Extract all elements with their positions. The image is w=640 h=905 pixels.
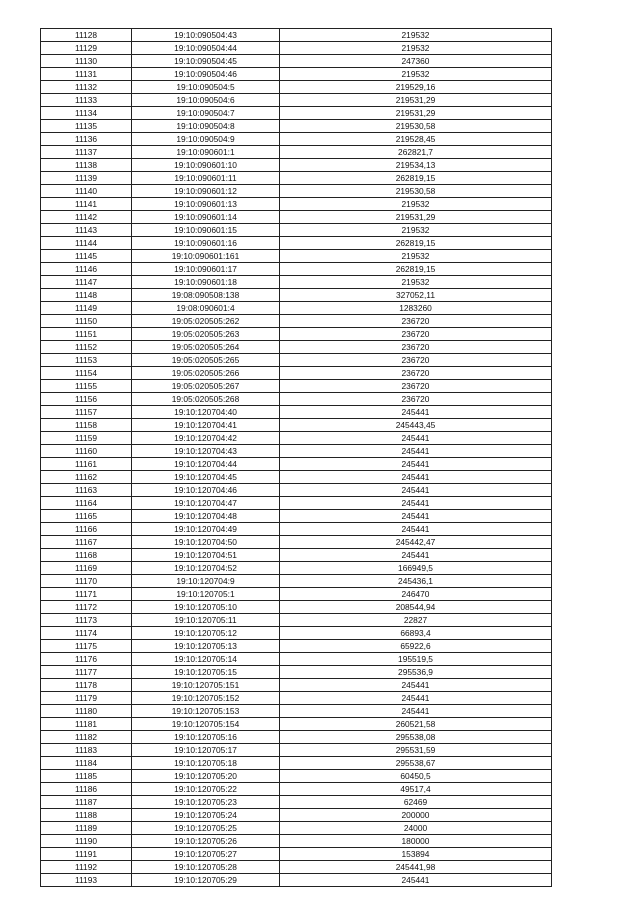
- table-row: [41, 276, 552, 289]
- row-number-cell: 11162: [41, 471, 132, 484]
- cadastral-number-cell: 19:10:090504:43: [132, 29, 280, 42]
- row-number-cell: 11136: [41, 133, 132, 146]
- row-number-cell: 11144: [41, 237, 132, 250]
- cadastral-number-cell: 19:10:120704:47: [132, 497, 280, 510]
- table-row: [41, 224, 552, 237]
- value-cell: 236720: [280, 341, 552, 354]
- table-row: [41, 250, 552, 263]
- row-number-cell: 11176: [41, 653, 132, 666]
- row-number-cell: 11131: [41, 68, 132, 81]
- row-number-cell: 11142: [41, 211, 132, 224]
- table-row: [41, 94, 552, 107]
- cadastral-number-cell: 19:10:090504:45: [132, 55, 280, 68]
- row-number-cell: 11192: [41, 861, 132, 874]
- cadastral-number-cell: 19:10:120705:12: [132, 627, 280, 640]
- cadastral-number-cell: 19:10:120704:40: [132, 406, 280, 419]
- row-number-cell: 11146: [41, 263, 132, 276]
- cadastral-number-cell: 19:05:020505:266: [132, 367, 280, 380]
- cadastral-number-cell: 19:10:120704:43: [132, 445, 280, 458]
- value-cell: 153894: [280, 848, 552, 861]
- row-number-cell: 11182: [41, 731, 132, 744]
- cadastral-number-cell: 19:10:120705:152: [132, 692, 280, 705]
- cadastral-number-cell: 19:10:120705:25: [132, 822, 280, 835]
- value-cell: 245442,47: [280, 536, 552, 549]
- table-row: [41, 445, 552, 458]
- cadastral-number-cell: 19:10:090601:1: [132, 146, 280, 159]
- value-cell: 245443,45: [280, 419, 552, 432]
- cadastral-number-cell: 19:10:120705:24: [132, 809, 280, 822]
- value-cell: 245441: [280, 484, 552, 497]
- value-cell: 219532: [280, 29, 552, 42]
- table-row: [41, 549, 552, 562]
- cadastral-number-cell: 19:10:120705:154: [132, 718, 280, 731]
- table-row: [41, 263, 552, 276]
- cadastral-number-cell: 19:10:120705:27: [132, 848, 280, 861]
- table-row: [41, 718, 552, 731]
- table-row: [41, 731, 552, 744]
- cadastral-number-cell: 19:10:090504:9: [132, 133, 280, 146]
- value-cell: 245441: [280, 471, 552, 484]
- value-cell: 200000: [280, 809, 552, 822]
- table-row: [41, 627, 552, 640]
- value-cell: 327052,11: [280, 289, 552, 302]
- value-cell: 295538,08: [280, 731, 552, 744]
- cadastral-number-cell: 19:10:120705:26: [132, 835, 280, 848]
- value-cell: 22827: [280, 614, 552, 627]
- cadastral-number-cell: 19:10:120705:13: [132, 640, 280, 653]
- value-cell: 295538,67: [280, 757, 552, 770]
- row-number-cell: 11139: [41, 172, 132, 185]
- cadastral-number-cell: 19:10:090504:6: [132, 94, 280, 107]
- value-cell: 236720: [280, 367, 552, 380]
- cadastral-number-cell: 19:10:120705:17: [132, 744, 280, 757]
- row-number-cell: 11128: [41, 29, 132, 42]
- row-number-cell: 11158: [41, 419, 132, 432]
- table-row: [41, 796, 552, 809]
- cadastral-number-cell: 19:10:090504:8: [132, 120, 280, 133]
- table-row: [41, 29, 552, 42]
- row-number-cell: 11134: [41, 107, 132, 120]
- table-row: [41, 289, 552, 302]
- row-number-cell: 11160: [41, 445, 132, 458]
- cadastral-number-cell: 19:10:120705:153: [132, 705, 280, 718]
- row-number-cell: 11137: [41, 146, 132, 159]
- value-cell: 245441: [280, 510, 552, 523]
- value-cell: 236720: [280, 380, 552, 393]
- value-cell: 262821,7: [280, 146, 552, 159]
- table-row: [41, 185, 552, 198]
- value-cell: 236720: [280, 315, 552, 328]
- table-row: [41, 848, 552, 861]
- table-row: [41, 575, 552, 588]
- cadastral-number-cell: 19:10:120704:9: [132, 575, 280, 588]
- value-cell: 65922,6: [280, 640, 552, 653]
- table-row: [41, 419, 552, 432]
- cadastral-number-cell: 19:05:020505:262: [132, 315, 280, 328]
- value-cell: 219530,58: [280, 120, 552, 133]
- row-number-cell: 11145: [41, 250, 132, 263]
- table-row: [41, 653, 552, 666]
- cadastral-number-cell: 19:10:120704:49: [132, 523, 280, 536]
- cadastral-number-cell: 19:10:120705:151: [132, 679, 280, 692]
- table-row: [41, 614, 552, 627]
- cadastral-number-cell: 19:10:120704:51: [132, 549, 280, 562]
- row-number-cell: 11163: [41, 484, 132, 497]
- cadastral-number-cell: 19:10:120704:42: [132, 432, 280, 445]
- cadastral-number-cell: 19:10:120705:18: [132, 757, 280, 770]
- table-row: [41, 406, 552, 419]
- row-number-cell: 11157: [41, 406, 132, 419]
- table-row: [41, 874, 552, 887]
- row-number-cell: 11187: [41, 796, 132, 809]
- row-number-cell: 11189: [41, 822, 132, 835]
- row-number-cell: 11138: [41, 159, 132, 172]
- table-row: [41, 471, 552, 484]
- table-row: [41, 172, 552, 185]
- cadastral-number-cell: 19:10:120705:20: [132, 770, 280, 783]
- value-cell: 166949,5: [280, 562, 552, 575]
- cadastral-number-cell: 19:10:120705:11: [132, 614, 280, 627]
- row-number-cell: 11190: [41, 835, 132, 848]
- row-number-cell: 11152: [41, 341, 132, 354]
- cadastral-number-cell: 19:10:120705:28: [132, 861, 280, 874]
- table-row: [41, 328, 552, 341]
- row-number-cell: 11174: [41, 627, 132, 640]
- table-row: [41, 211, 552, 224]
- table-row: [41, 55, 552, 68]
- value-cell: 260521,58: [280, 718, 552, 731]
- cadastral-number-cell: 19:05:020505:264: [132, 341, 280, 354]
- table-row: [41, 42, 552, 55]
- cadastral-number-cell: 19:05:020505:268: [132, 393, 280, 406]
- value-cell: 219528,45: [280, 133, 552, 146]
- table-row: [41, 341, 552, 354]
- value-cell: 245441: [280, 497, 552, 510]
- value-cell: 262819,15: [280, 237, 552, 250]
- row-number-cell: 11167: [41, 536, 132, 549]
- cadastral-number-cell: 19:05:020505:267: [132, 380, 280, 393]
- row-number-cell: 11186: [41, 783, 132, 796]
- value-cell: 246470: [280, 588, 552, 601]
- row-number-cell: 11180: [41, 705, 132, 718]
- table-row: [41, 510, 552, 523]
- cadastral-number-cell: 19:10:090601:17: [132, 263, 280, 276]
- cadastral-number-cell: 19:10:120705:16: [132, 731, 280, 744]
- row-number-cell: 11161: [41, 458, 132, 471]
- table-row: [41, 497, 552, 510]
- cadastral-number-cell: 19:10:120705:14: [132, 653, 280, 666]
- table-row: [41, 81, 552, 94]
- cadastral-number-cell: 19:10:090601:13: [132, 198, 280, 211]
- table-row: [41, 679, 552, 692]
- row-number-cell: 11166: [41, 523, 132, 536]
- table-row: [41, 640, 552, 653]
- value-cell: 60450,5: [280, 770, 552, 783]
- table-row: [41, 588, 552, 601]
- table-row: [41, 237, 552, 250]
- table-row: [41, 705, 552, 718]
- row-number-cell: 11140: [41, 185, 132, 198]
- row-number-cell: 11149: [41, 302, 132, 315]
- row-number-cell: 11150: [41, 315, 132, 328]
- table-row: [41, 133, 552, 146]
- cadastral-number-cell: 19:10:090601:16: [132, 237, 280, 250]
- cadastral-number-cell: 19:10:090601:12: [132, 185, 280, 198]
- cadastral-number-cell: 19:10:120704:50: [132, 536, 280, 549]
- table-row: [41, 68, 552, 81]
- cadastral-number-cell: 19:10:090601:10: [132, 159, 280, 172]
- table-row: [41, 107, 552, 120]
- table-row: [41, 302, 552, 315]
- table-row: [41, 198, 552, 211]
- value-cell: 236720: [280, 328, 552, 341]
- value-cell: 295536,9: [280, 666, 552, 679]
- cadastral-number-cell: 19:10:090601:161: [132, 250, 280, 263]
- row-number-cell: 11179: [41, 692, 132, 705]
- row-number-cell: 11169: [41, 562, 132, 575]
- value-cell: 245441: [280, 432, 552, 445]
- cadastral-value-table: [40, 28, 552, 887]
- table-row: [41, 159, 552, 172]
- table-row: [41, 666, 552, 679]
- row-number-cell: 11165: [41, 510, 132, 523]
- row-number-cell: 11155: [41, 380, 132, 393]
- cadastral-number-cell: 19:05:020505:265: [132, 354, 280, 367]
- table-body: [41, 29, 552, 887]
- value-cell: 219529,16: [280, 81, 552, 94]
- value-cell: 245441,98: [280, 861, 552, 874]
- value-cell: 49517,4: [280, 783, 552, 796]
- row-number-cell: 11193: [41, 874, 132, 887]
- row-number-cell: 11141: [41, 198, 132, 211]
- value-cell: 245441: [280, 692, 552, 705]
- cadastral-number-cell: 19:10:090504:46: [132, 68, 280, 81]
- value-cell: 245441: [280, 458, 552, 471]
- value-cell: 245441: [280, 874, 552, 887]
- cadastral-number-cell: 19:10:120704:41: [132, 419, 280, 432]
- value-cell: 219530,58: [280, 185, 552, 198]
- row-number-cell: 11164: [41, 497, 132, 510]
- cadastral-number-cell: 19:10:120704:44: [132, 458, 280, 471]
- cadastral-number-cell: 19:10:120704:48: [132, 510, 280, 523]
- table-row: [41, 744, 552, 757]
- table-row: [41, 146, 552, 159]
- cadastral-number-cell: 19:10:120704:46: [132, 484, 280, 497]
- row-number-cell: 11148: [41, 289, 132, 302]
- table-row: [41, 484, 552, 497]
- value-cell: 1283260: [280, 302, 552, 315]
- row-number-cell: 11153: [41, 354, 132, 367]
- value-cell: 245441: [280, 445, 552, 458]
- row-number-cell: 11191: [41, 848, 132, 861]
- value-cell: 245441: [280, 705, 552, 718]
- value-cell: 195519,5: [280, 653, 552, 666]
- table-row: [41, 432, 552, 445]
- cadastral-number-cell: 19:10:090601:18: [132, 276, 280, 289]
- value-cell: 208544,94: [280, 601, 552, 614]
- value-cell: 219531,29: [280, 94, 552, 107]
- value-cell: 262819,15: [280, 172, 552, 185]
- row-number-cell: 11178: [41, 679, 132, 692]
- row-number-cell: 11159: [41, 432, 132, 445]
- cadastral-number-cell: 19:08:090508:138: [132, 289, 280, 302]
- table-row: [41, 393, 552, 406]
- row-number-cell: 11143: [41, 224, 132, 237]
- cadastral-number-cell: 19:10:090601:15: [132, 224, 280, 237]
- value-cell: 180000: [280, 835, 552, 848]
- table-row: [41, 601, 552, 614]
- table-row: [41, 523, 552, 536]
- cadastral-number-cell: 19:05:020505:263: [132, 328, 280, 341]
- table-row: [41, 757, 552, 770]
- cadastral-number-cell: 19:10:120705:10: [132, 601, 280, 614]
- table-row: [41, 380, 552, 393]
- cadastral-number-cell: 19:10:090504:44: [132, 42, 280, 55]
- cadastral-number-cell: 19:10:090504:7: [132, 107, 280, 120]
- row-number-cell: 11147: [41, 276, 132, 289]
- value-cell: 245436,1: [280, 575, 552, 588]
- row-number-cell: 11183: [41, 744, 132, 757]
- row-number-cell: 11185: [41, 770, 132, 783]
- cadastral-number-cell: 19:10:090504:5: [132, 81, 280, 94]
- row-number-cell: 11130: [41, 55, 132, 68]
- table-row: [41, 458, 552, 471]
- cadastral-number-cell: 19:10:120705:22: [132, 783, 280, 796]
- row-number-cell: 11135: [41, 120, 132, 133]
- table-row: [41, 692, 552, 705]
- table-row: [41, 120, 552, 133]
- table-row: [41, 354, 552, 367]
- row-number-cell: 11168: [41, 549, 132, 562]
- row-number-cell: 11184: [41, 757, 132, 770]
- table-row: [41, 809, 552, 822]
- row-number-cell: 11133: [41, 94, 132, 107]
- table-row: [41, 367, 552, 380]
- table-row: [41, 562, 552, 575]
- table-row: [41, 822, 552, 835]
- cadastral-number-cell: 19:10:120705:29: [132, 874, 280, 887]
- table-row: [41, 835, 552, 848]
- value-cell: 245441: [280, 523, 552, 536]
- row-number-cell: 11177: [41, 666, 132, 679]
- value-cell: 295531,59: [280, 744, 552, 757]
- value-cell: 62469: [280, 796, 552, 809]
- value-cell: 247360: [280, 55, 552, 68]
- table-row: [41, 861, 552, 874]
- row-number-cell: 11151: [41, 328, 132, 341]
- row-number-cell: 11170: [41, 575, 132, 588]
- value-cell: 24000: [280, 822, 552, 835]
- row-number-cell: 11154: [41, 367, 132, 380]
- cadastral-number-cell: 19:10:120704:45: [132, 471, 280, 484]
- value-cell: 219532: [280, 224, 552, 237]
- cadastral-number-cell: 19:08:090601:4: [132, 302, 280, 315]
- value-cell: 219532: [280, 42, 552, 55]
- cadastral-number-cell: 19:10:090601:11: [132, 172, 280, 185]
- value-cell: 219531,29: [280, 211, 552, 224]
- cadastral-number-cell: 19:10:120705:1: [132, 588, 280, 601]
- table-row: [41, 536, 552, 549]
- value-cell: 236720: [280, 393, 552, 406]
- value-cell: 262819,15: [280, 263, 552, 276]
- value-cell: 245441: [280, 406, 552, 419]
- row-number-cell: 11188: [41, 809, 132, 822]
- cadastral-number-cell: 19:10:120705:23: [132, 796, 280, 809]
- value-cell: 219532: [280, 276, 552, 289]
- table-row: [41, 315, 552, 328]
- cadastral-number-cell: 19:10:090601:14: [132, 211, 280, 224]
- cadastral-number-cell: 19:10:120705:15: [132, 666, 280, 679]
- value-cell: 236720: [280, 354, 552, 367]
- value-cell: 219531,29: [280, 107, 552, 120]
- row-number-cell: 11173: [41, 614, 132, 627]
- row-number-cell: 11156: [41, 393, 132, 406]
- row-number-cell: 11132: [41, 81, 132, 94]
- row-number-cell: 11129: [41, 42, 132, 55]
- table-row: [41, 770, 552, 783]
- row-number-cell: 11181: [41, 718, 132, 731]
- row-number-cell: 11172: [41, 601, 132, 614]
- row-number-cell: 11171: [41, 588, 132, 601]
- value-cell: 219532: [280, 68, 552, 81]
- value-cell: 219532: [280, 250, 552, 263]
- value-cell: 219532: [280, 198, 552, 211]
- row-number-cell: 11175: [41, 640, 132, 653]
- table-row: [41, 783, 552, 796]
- value-cell: 66893,4: [280, 627, 552, 640]
- cadastral-number-cell: 19:10:120704:52: [132, 562, 280, 575]
- value-cell: 219534,13: [280, 159, 552, 172]
- value-cell: 245441: [280, 549, 552, 562]
- value-cell: 245441: [280, 679, 552, 692]
